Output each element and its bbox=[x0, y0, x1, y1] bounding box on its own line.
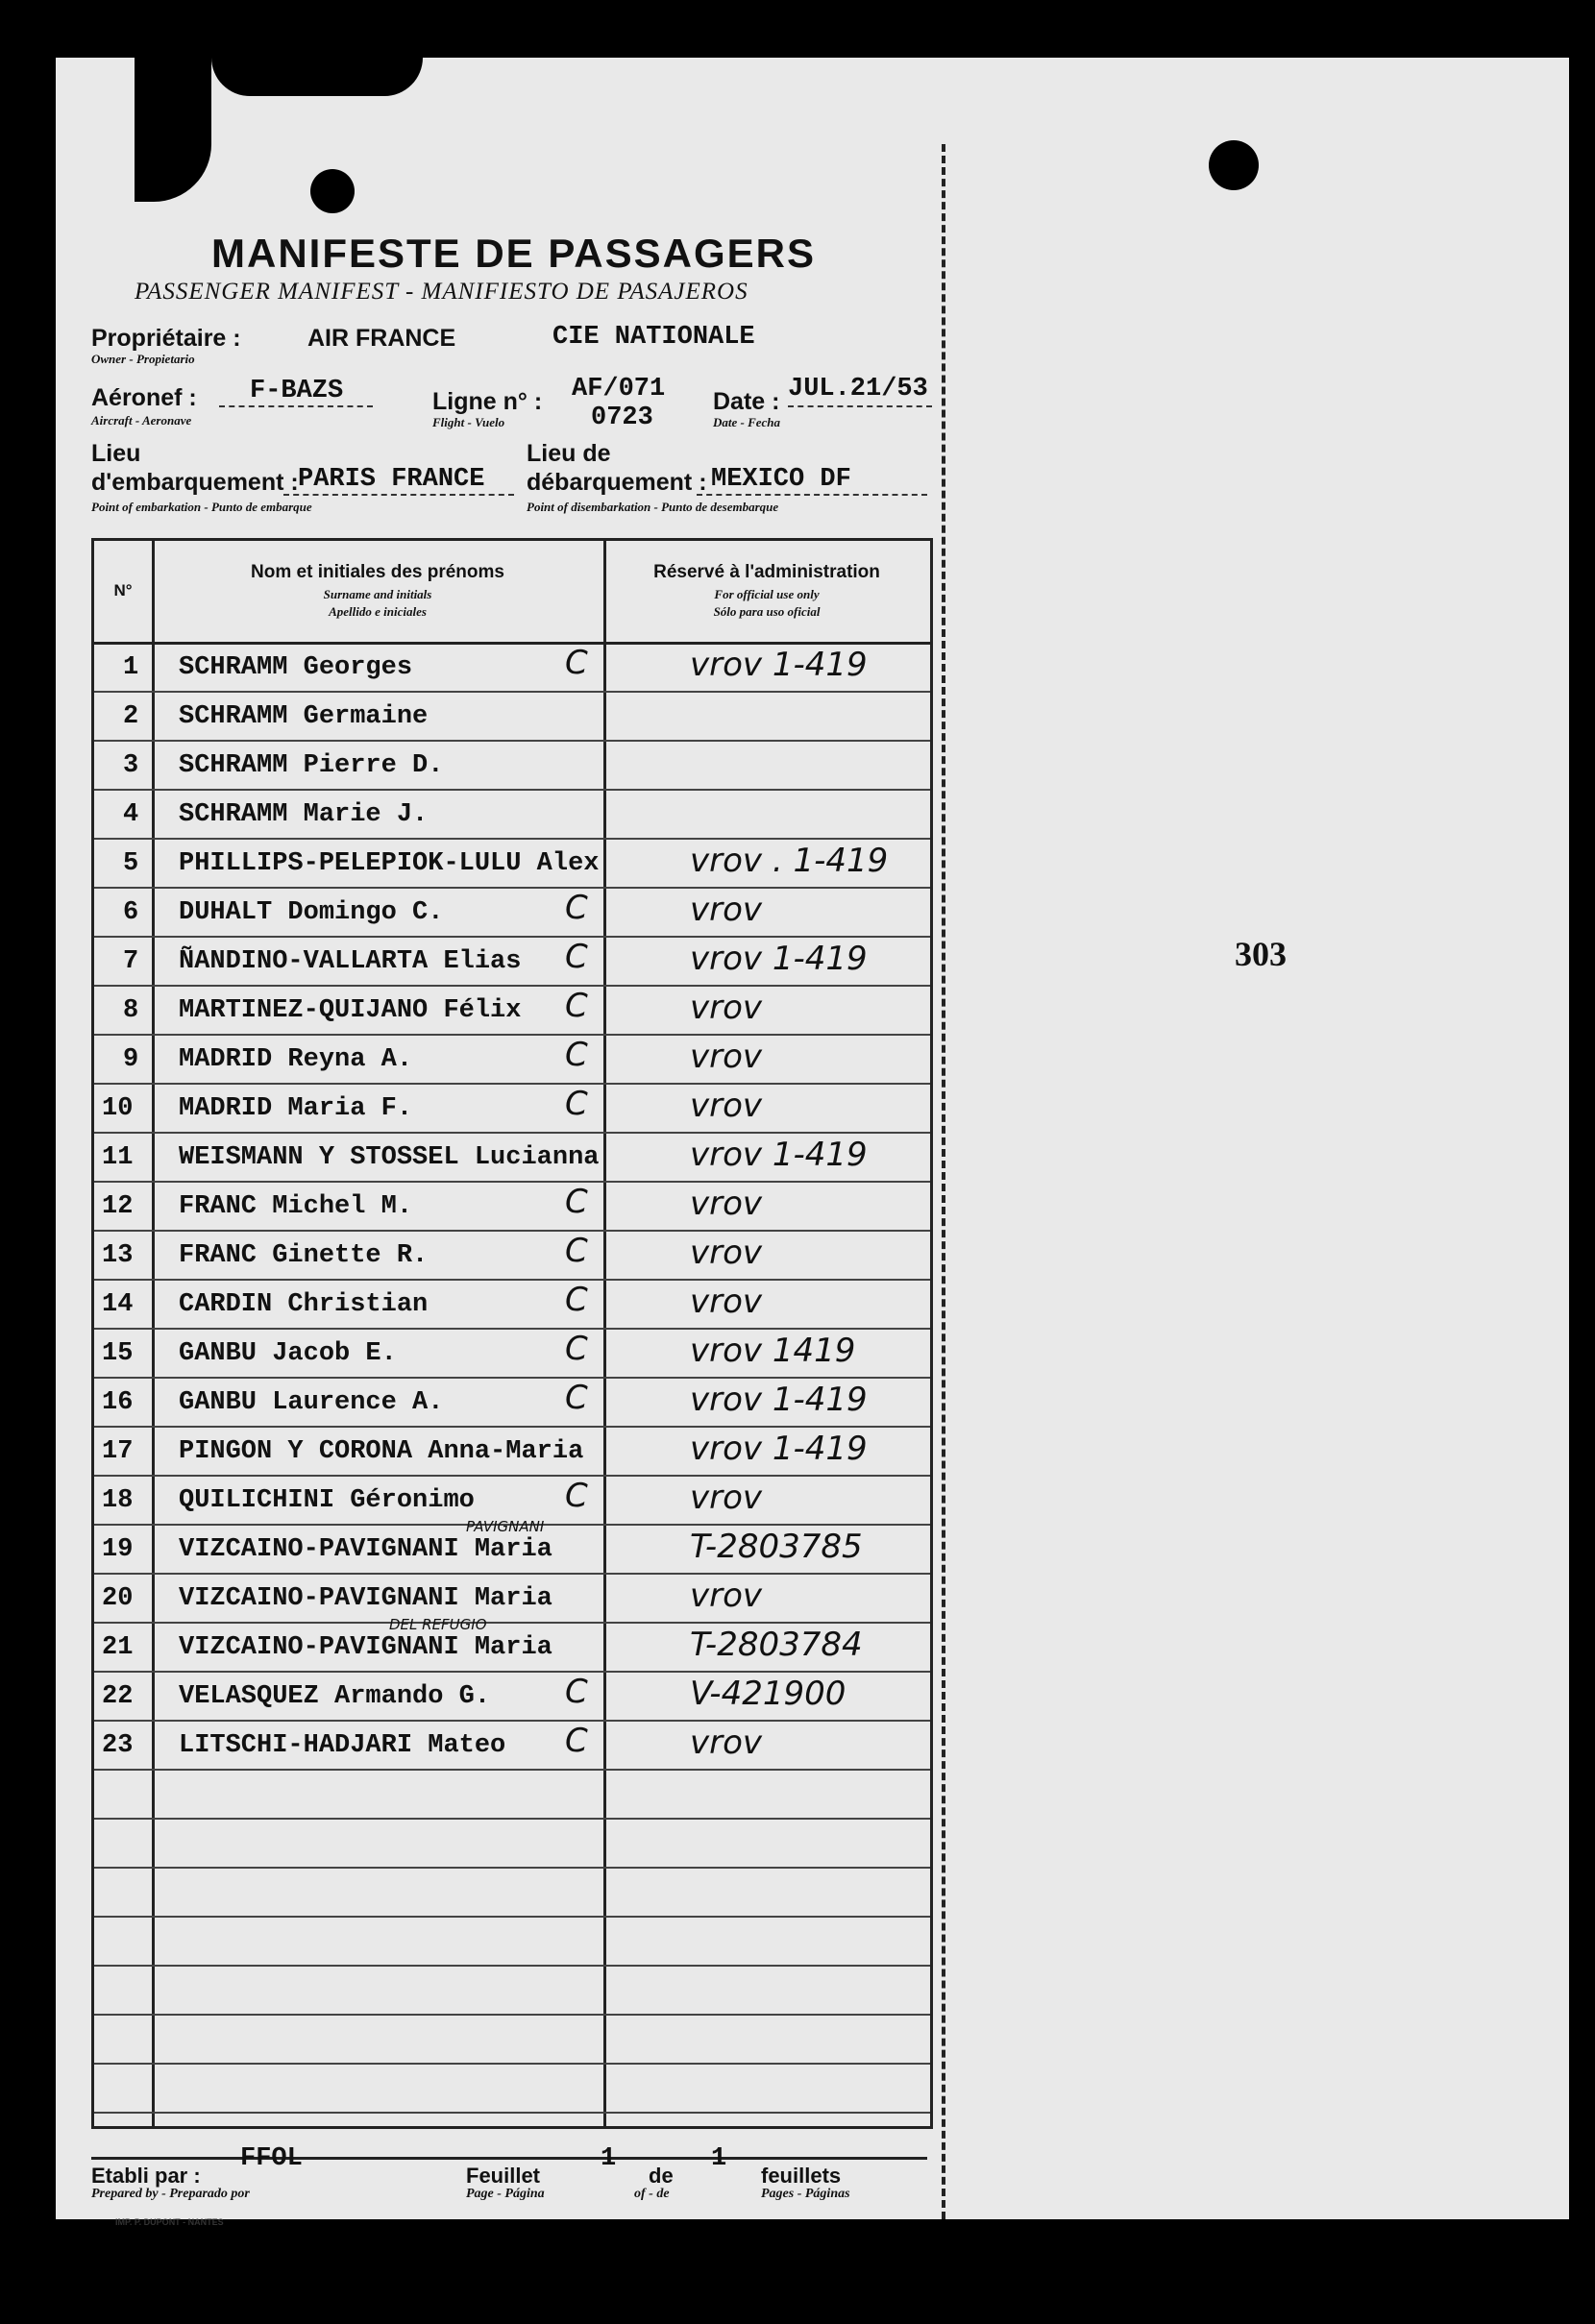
sheet-sublabel: Page - Página bbox=[466, 2187, 545, 2201]
admin-note: vrov bbox=[690, 989, 763, 1027]
row-number: 8 bbox=[123, 996, 139, 1025]
admin-note: vrov . 1-419 bbox=[690, 842, 889, 880]
row-number: 23 bbox=[102, 1731, 134, 1760]
table-row bbox=[94, 1136, 930, 1192]
check-mark: C bbox=[565, 1085, 588, 1123]
prepared-value: FFOL bbox=[240, 2144, 303, 2173]
embark-label-1: Lieu bbox=[91, 440, 141, 467]
passenger-name: GANBU Laurence A. bbox=[179, 1388, 444, 1417]
printer-imprint: IMP. P. DUPONT - NANTES bbox=[115, 2217, 224, 2227]
passenger-name: VIZCAINO-PAVIGNANI Maria bbox=[179, 1633, 552, 1662]
row-divider bbox=[94, 2063, 930, 2065]
punch-hole-right bbox=[1209, 140, 1259, 190]
passenger-name: MADRID Maria F. bbox=[179, 1094, 413, 1123]
row-number: 4 bbox=[123, 800, 139, 829]
table-row bbox=[94, 987, 930, 1045]
sheet-label: Feuillet bbox=[466, 2164, 541, 2188]
embark-label-2: d'embarquement : bbox=[91, 469, 299, 496]
of-sublabel: of - de bbox=[634, 2187, 670, 2201]
embark-value: PARIS FRANCE bbox=[298, 465, 485, 494]
admin-note: vrov bbox=[690, 1724, 763, 1762]
aircraft-sublabel: Aircraft - Aeronave bbox=[91, 413, 192, 428]
table-row bbox=[94, 1036, 930, 1094]
check-mark: C bbox=[565, 987, 588, 1025]
passenger-name: FRANC Michel M. bbox=[179, 1192, 413, 1221]
row-number: 9 bbox=[123, 1045, 139, 1074]
admin-note: V-421900 bbox=[690, 1675, 847, 1713]
admin-note: T-2803785 bbox=[690, 1528, 863, 1566]
passenger-name: WEISMANN Y STOSSEL Lucianna bbox=[179, 1143, 600, 1172]
admin-note: vrov 1419 bbox=[690, 1332, 856, 1370]
col-header-name: Nom et initiales des prénoms bbox=[251, 562, 504, 582]
check-mark: C bbox=[565, 1232, 588, 1270]
table-row bbox=[94, 1673, 930, 1731]
owner-extra: CIE NATIONALE bbox=[552, 323, 755, 352]
row-number: 16 bbox=[102, 1388, 134, 1417]
passenger-name: SCHRAMM Germaine bbox=[179, 702, 429, 731]
of-value: 1 bbox=[711, 2144, 727, 2173]
check-mark: C bbox=[565, 1379, 588, 1417]
row-number: 20 bbox=[102, 1584, 134, 1613]
flight-label: Ligne n° : bbox=[432, 388, 543, 415]
prepared-label: Etabli par : bbox=[91, 2164, 201, 2188]
admin-note: vrov bbox=[690, 1479, 763, 1517]
col-header-admin: Réservé à l'administration bbox=[653, 562, 880, 582]
row-number: 2 bbox=[123, 702, 139, 731]
check-mark: C bbox=[565, 1477, 588, 1515]
signature-separator bbox=[91, 2157, 927, 2160]
row-divider bbox=[94, 2014, 930, 2016]
row-number: 11 bbox=[102, 1143, 134, 1172]
table-row bbox=[94, 1430, 930, 1486]
check-mark: C bbox=[565, 644, 588, 682]
row-number: 19 bbox=[102, 1535, 134, 1564]
check-mark: C bbox=[565, 1183, 588, 1221]
punch-hole-left bbox=[310, 169, 355, 213]
col-header-name-en: Surname and initials bbox=[323, 587, 432, 601]
admin-note: vrov bbox=[690, 891, 763, 929]
table-row bbox=[94, 1722, 930, 1780]
row-number: 1 bbox=[123, 653, 139, 682]
col-header-no: N° bbox=[113, 581, 133, 599]
pages-label: feuillets bbox=[761, 2164, 842, 2188]
row-number: 10 bbox=[102, 1094, 134, 1123]
pages-sublabel: Pages - Páginas bbox=[761, 2187, 850, 2201]
passenger-name: VIZCAINO-PAVIGNANI Maria bbox=[179, 1535, 552, 1564]
fold-line bbox=[942, 144, 945, 2219]
of-label: de bbox=[649, 2164, 674, 2188]
admin-note: vrov bbox=[690, 1283, 763, 1321]
passenger-name: MARTINEZ-QUIJANO Félix bbox=[179, 996, 522, 1025]
aircraft-value: F-BAZS bbox=[250, 377, 344, 405]
date-label: Date : bbox=[713, 388, 780, 415]
aircraft-label: Aéronef : bbox=[91, 384, 197, 411]
check-mark: C bbox=[565, 1722, 588, 1760]
admin-note: vrov 1-419 bbox=[690, 1381, 868, 1419]
table-row bbox=[94, 751, 930, 800]
check-mark: C bbox=[565, 1673, 588, 1711]
row-number: 18 bbox=[102, 1486, 134, 1515]
embark-sublabel: Point of embarkation - Punto de embarque bbox=[91, 500, 312, 514]
date-sublabel: Date - Fecha bbox=[713, 415, 781, 429]
row-number: 5 bbox=[123, 849, 139, 878]
row-divider bbox=[94, 2112, 930, 2114]
table-row bbox=[94, 1528, 930, 1584]
disembark-label-2: débarquement : bbox=[527, 469, 707, 496]
row-number: 13 bbox=[102, 1241, 134, 1270]
row-number: 12 bbox=[102, 1192, 134, 1221]
table-row bbox=[94, 938, 930, 996]
admin-note: T-2803784 bbox=[690, 1626, 863, 1664]
admin-note: vrov bbox=[690, 1577, 763, 1615]
row-number: 22 bbox=[102, 1682, 134, 1711]
admin-note: vrov bbox=[690, 1038, 763, 1076]
passenger-name: MADRID Reyna A. bbox=[179, 1045, 413, 1074]
row-number: 21 bbox=[102, 1633, 134, 1662]
passenger-name: DUHALT Domingo C. bbox=[179, 898, 444, 927]
disembark-sublabel: Point of disembarkation - Punto de desembarque bbox=[527, 500, 779, 514]
admin-note: vrov bbox=[690, 1234, 763, 1272]
admin-note: vrov 1-419 bbox=[690, 646, 868, 684]
page-subtitle: PASSENGER MANIFEST - MANIFIESTO DE PASAJEROS bbox=[135, 279, 748, 305]
disembark-value: MEXICO DF bbox=[711, 465, 851, 494]
passenger-name: PINGON Y CORONA Anna-Maria bbox=[179, 1437, 584, 1466]
check-mark: C bbox=[565, 1330, 588, 1368]
side-number: 303 bbox=[1235, 935, 1287, 973]
row-number: 14 bbox=[102, 1290, 134, 1319]
passenger-name: PHILLIPS-PELEPIOK-LULU Alex bbox=[179, 849, 600, 878]
passenger-name: FRANC Ginette R. bbox=[179, 1241, 429, 1270]
row-divider bbox=[94, 1818, 930, 1820]
date-value: JUL.21/53 bbox=[788, 375, 928, 404]
row-number: 7 bbox=[123, 947, 139, 976]
page-title: MANIFESTE DE PASSAGERS bbox=[211, 231, 816, 276]
row-divider bbox=[94, 1916, 930, 1918]
admin-note: vrov bbox=[690, 1087, 763, 1125]
table-row bbox=[94, 702, 930, 751]
row-number: 15 bbox=[102, 1339, 134, 1368]
owner-value: AIR FRANCE bbox=[307, 325, 456, 352]
row-number: 3 bbox=[123, 751, 139, 780]
admin-note: vrov 1-419 bbox=[690, 1136, 868, 1174]
passenger-name: CARDIN Christian bbox=[179, 1290, 429, 1319]
passenger-name: VELASQUEZ Armando G. bbox=[179, 1682, 491, 1711]
row-number: 6 bbox=[123, 898, 139, 927]
owner-label: Propriétaire : bbox=[91, 325, 241, 352]
passenger-name: GANBU Jacob E. bbox=[179, 1339, 397, 1368]
check-mark: C bbox=[565, 1281, 588, 1319]
flight-value: AF/071 bbox=[572, 375, 666, 404]
table-row bbox=[94, 1232, 930, 1290]
flight-sublabel: Flight - Vuelo bbox=[432, 415, 505, 429]
passenger-name: ÑANDINO-VALLARTA Elias bbox=[179, 947, 522, 976]
col-header-admin-es: Sólo para uso oficial bbox=[713, 604, 821, 619]
passenger-name: LITSCHI-HADJARI Mateo bbox=[179, 1731, 506, 1760]
passenger-name: SCHRAMM Marie J. bbox=[179, 800, 429, 829]
table-row bbox=[94, 842, 930, 898]
passenger-name: SCHRAMM Pierre D. bbox=[179, 751, 444, 780]
passenger-table bbox=[91, 538, 933, 2129]
col-header-admin-en: For official use only bbox=[714, 587, 820, 601]
annotation-row-19: PAVIGNANI bbox=[466, 1518, 545, 1535]
check-mark: C bbox=[565, 1036, 588, 1074]
row-number: 17 bbox=[102, 1437, 134, 1466]
check-mark: C bbox=[565, 938, 588, 976]
passenger-name: QUILICHINI Géronimo bbox=[179, 1486, 475, 1515]
check-mark: C bbox=[565, 889, 588, 927]
owner-sublabel: Owner - Propietario bbox=[91, 352, 195, 366]
row-divider bbox=[94, 1867, 930, 1869]
annotation-row-21: DEL REFUGIO bbox=[389, 1616, 487, 1633]
admin-note: vrov 1-419 bbox=[690, 940, 868, 978]
passenger-name: VIZCAINO-PAVIGNANI Maria bbox=[179, 1584, 552, 1613]
row-divider bbox=[94, 1965, 930, 1967]
sheet-value: 1 bbox=[601, 2144, 617, 2173]
passenger-name: SCHRAMM Georges bbox=[179, 653, 413, 682]
admin-note: vrov 1-419 bbox=[690, 1430, 868, 1468]
col-header-name-es: Apellido e iniciales bbox=[329, 604, 427, 619]
flight-value-2: 0723 bbox=[591, 404, 653, 432]
table-row bbox=[94, 644, 930, 702]
table-row bbox=[94, 1183, 930, 1241]
disembark-label-1: Lieu de bbox=[527, 440, 611, 467]
admin-note: vrov bbox=[690, 1185, 763, 1223]
prepared-sublabel: Prepared by - Preparado por bbox=[91, 2187, 250, 2201]
torn-top-edge bbox=[211, 58, 423, 96]
